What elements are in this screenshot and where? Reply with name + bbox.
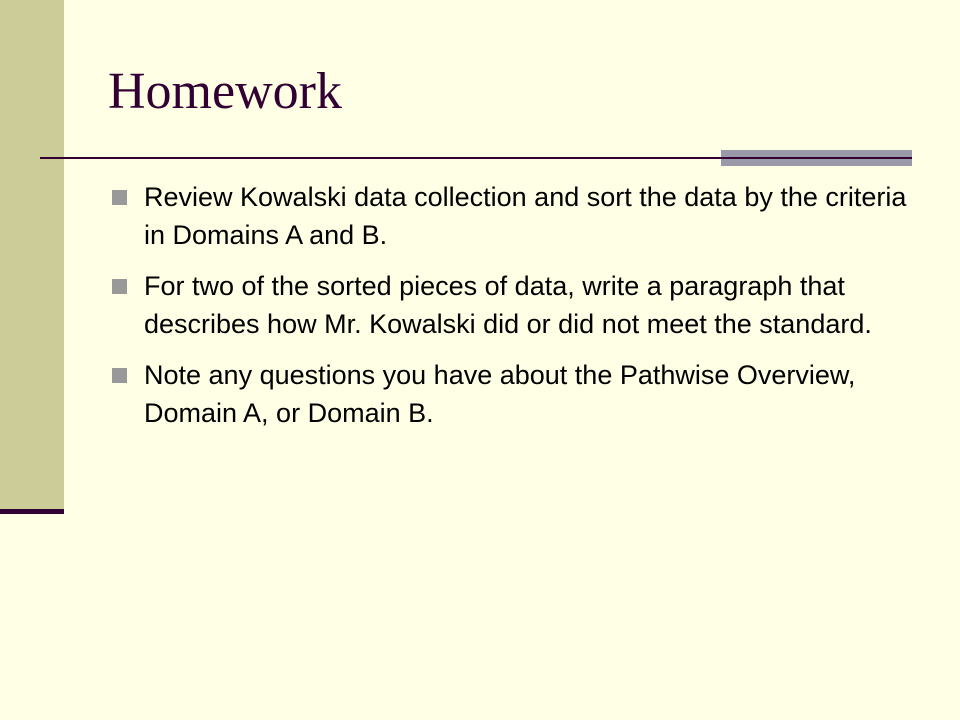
bullet-item (108, 178, 908, 254)
bullet-text: Note any questions you have about the Pathwise Overview, Domain A, or Domain B. (144, 360, 856, 428)
bullet-list (108, 178, 908, 445)
left-decorative-band (0, 0, 64, 511)
bullet-text: For two of the sorted pieces of data, write a paragraph that describes how Mr. Kowalski did or did not meet the standard. (144, 271, 872, 339)
bullet-text: Review Kowalski data collection and sort the data by the criteria in Domains A and B. (144, 182, 907, 250)
square-bullet-icon (112, 279, 127, 294)
title-divider-rule (40, 157, 912, 159)
square-bullet-icon (112, 190, 127, 205)
bullet-item (108, 267, 908, 343)
left-band-underline (0, 509, 64, 514)
slide-title: Homework (108, 63, 342, 120)
bullet-item (108, 356, 908, 432)
square-bullet-icon (112, 368, 127, 383)
